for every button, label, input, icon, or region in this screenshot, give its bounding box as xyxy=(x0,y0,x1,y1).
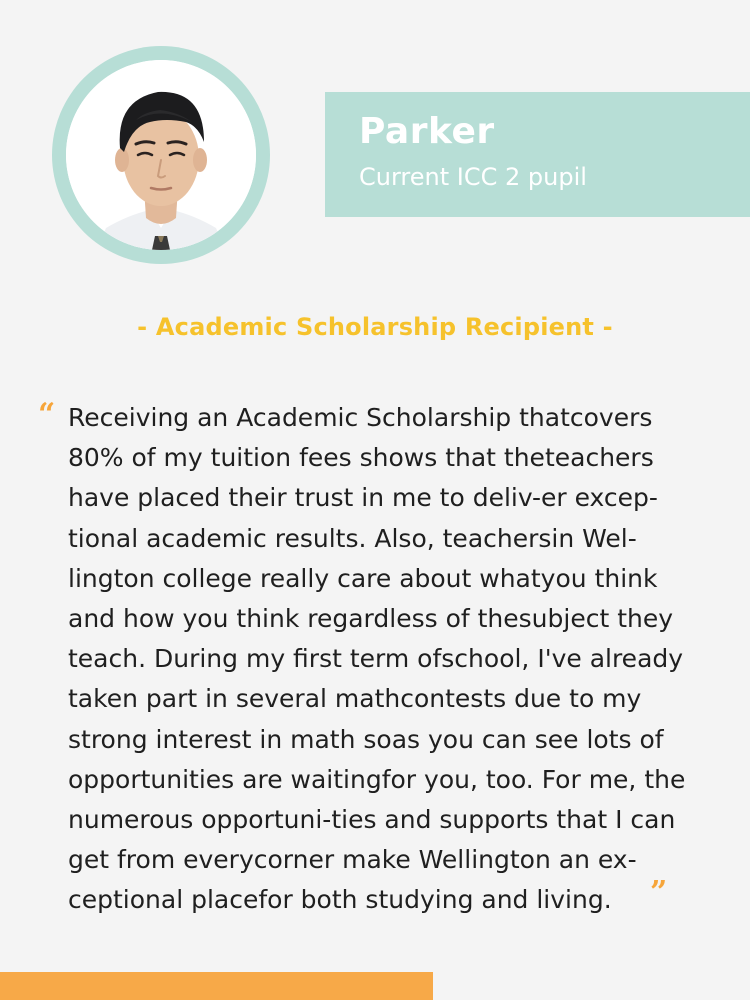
student-name: Parker xyxy=(359,111,495,152)
quote-line: strong interest in math soas you can see lots of xyxy=(68,724,664,754)
testimonial-quote xyxy=(68,398,738,920)
quote-line: opportunities are waitingfor you, too. For me, the xyxy=(68,764,686,794)
close-quote-icon: ” xyxy=(650,875,668,910)
quote-line: Receiving an Academic Scholarship thatcovers xyxy=(68,403,653,432)
quote-line: have placed their trust in me to deliv-er excep- xyxy=(68,483,658,513)
quote-line: ceptional placefor both studying and living. xyxy=(68,885,612,915)
student-role: Current ICC 2 pupil xyxy=(359,163,587,191)
quote-line: 80% of my tuition fees shows that theteachers xyxy=(68,443,654,473)
quote-line: numerous opportuni-ties and supports that I can xyxy=(68,804,676,834)
quote-line: lington college really care about whatyou think xyxy=(68,563,658,593)
quote-line: taken part in several mathcontests due to my xyxy=(68,684,642,714)
quote-line: and how you think regardless of thesubject they xyxy=(68,603,674,633)
award-title: - Academic Scholarship Recipient - xyxy=(137,313,613,341)
accent-bar xyxy=(0,972,433,1000)
name-card xyxy=(325,92,750,217)
avatar-ring xyxy=(52,46,270,264)
quote-line: tional academic results. Also, teachersin Wel- xyxy=(68,523,637,553)
avatar xyxy=(66,60,256,250)
quote-line: get from everycorner make Wellington an ex- xyxy=(68,845,637,875)
open-quote-icon: “ xyxy=(38,397,56,432)
portrait-image xyxy=(66,60,256,250)
quote-line: teach. During my first term ofschool, I've already xyxy=(68,644,684,674)
